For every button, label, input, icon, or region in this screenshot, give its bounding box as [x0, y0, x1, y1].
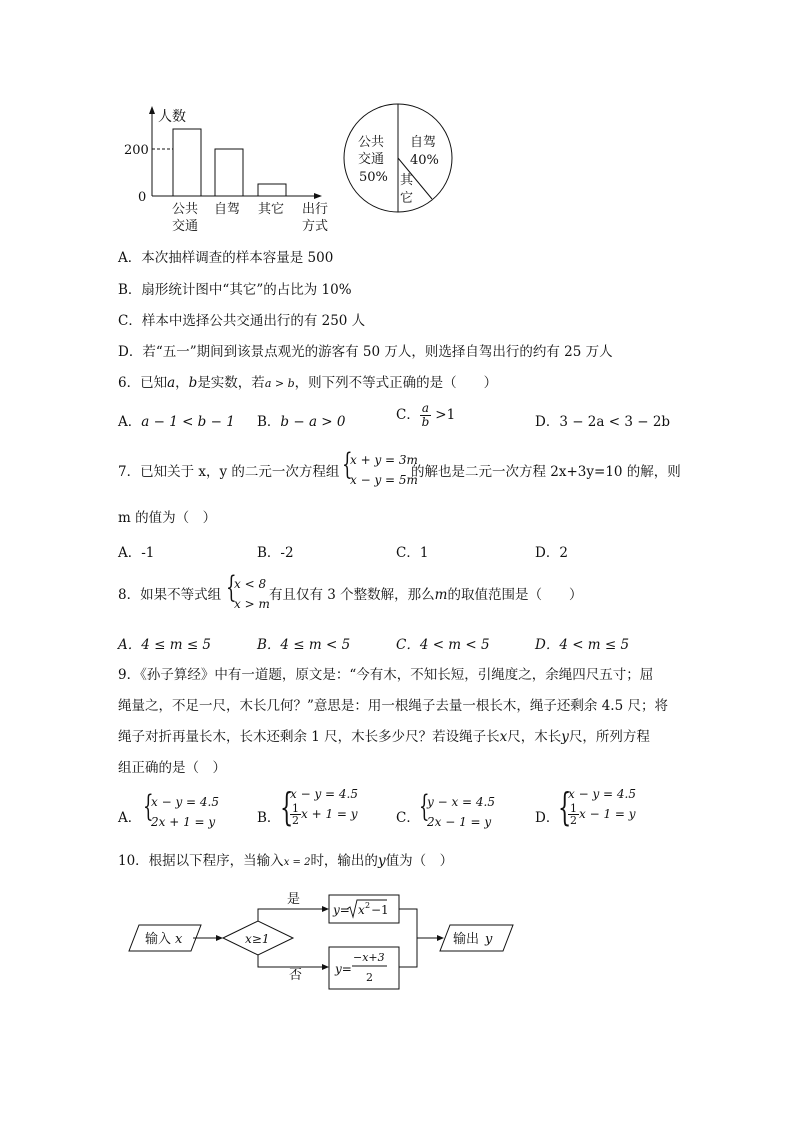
q9-var-x: x: [499, 729, 508, 745]
q9-option-b-fraction: [290, 803, 301, 826]
pie-self-pct: 40%: [410, 153, 439, 168]
arrow-yes-path: [258, 909, 323, 921]
q6-option-a-expr: a − 1 < b − 1: [141, 414, 235, 430]
q9-option-d-system: [568, 785, 636, 826]
q9-option-d-eq2-rest: x − 1 = y: [579, 807, 636, 821]
input-label: 输入: [145, 932, 172, 947]
q8-system: [234, 574, 270, 614]
arrowhead-no: [322, 964, 329, 970]
q6-option-b-label: B．: [257, 414, 281, 430]
q9-option-b-eq2-rest: x + 1 = y: [301, 807, 358, 821]
q6-comma: ，: [175, 375, 189, 391]
q8-option-d: D．4 < m ≤ 5: [535, 637, 630, 653]
q6-option-b-expr: b − a > 0: [280, 414, 346, 430]
q8-ineq1: x < 8: [234, 577, 267, 591]
q9-line-4: 组正确的是（ ）: [118, 760, 226, 776]
q9-option-a-eq2: 2x + 1 = y: [151, 815, 216, 829]
q10-stem-c: 值为（ ）: [385, 853, 454, 869]
q6-option-b: [257, 410, 346, 430]
q9-option-b-den: 2: [292, 814, 299, 827]
q9-option-b-brace: {: [280, 785, 294, 829]
arrowhead-yes: [322, 906, 329, 912]
q10-stem-b: 时，输出的: [310, 853, 378, 869]
q10-condition: x = 2: [283, 857, 311, 868]
q7-option-a: A．-1: [118, 545, 155, 561]
q8-option-a: A．4 ≤ m ≤ 5: [118, 637, 212, 653]
q6-option-c: [396, 402, 455, 429]
input-var: x: [175, 932, 183, 947]
q8-ineq2: x > m: [234, 597, 270, 611]
q7-option-c: C．1: [396, 545, 429, 561]
q10-var-y: y: [377, 853, 386, 869]
q7-eq1: x + y = 3m: [350, 453, 418, 467]
arrowhead-output: [437, 935, 444, 941]
yes-label: 是: [287, 892, 301, 907]
q7-brace: {: [342, 447, 353, 482]
q6-stem-c: ，则下列不等式正确的是（ ）: [294, 375, 498, 391]
q9-option-d-den: 2: [570, 814, 577, 827]
output-var: y: [485, 932, 493, 947]
q8-option-b: B．4 ≤ m < 5: [257, 637, 351, 653]
q9-line-3-a: 绳子对折再量长木，长木还剩余 1 尺，木长多少尺？若设绳子长: [118, 729, 500, 745]
q9-option-a-system: [151, 792, 219, 832]
process-no-numerator: −x+3: [353, 951, 385, 964]
output-label: 输出: [453, 932, 480, 947]
y-axis-label: 人数: [158, 109, 186, 125]
x-axis-label-2: 方式: [302, 219, 329, 234]
pie-other-2: 它: [400, 191, 414, 206]
q9-option-a-brace: {: [143, 789, 154, 824]
bar-other: [258, 184, 286, 196]
decision-text: x≥1: [245, 932, 270, 946]
flowchart: [125, 885, 525, 997]
q6-option-c-den: b: [421, 415, 430, 429]
q9-option-c-label: C．: [396, 810, 420, 826]
q9-line-3: [118, 729, 650, 745]
pie-self-label: 自驾: [410, 135, 437, 150]
q8-brace: {: [226, 570, 237, 605]
q7-stem-a: 7．已知关于 x，y 的二元一次方程组: [118, 464, 340, 480]
q8-option-c: C．4 < m < 5: [396, 637, 490, 653]
process-no-lhs: y=: [335, 962, 352, 976]
category-self: 自驾: [214, 202, 241, 217]
bar-public: [173, 129, 201, 196]
q7-stem-b: 的解也是二元一次方程 2x+3y=10 的解，则: [411, 464, 681, 480]
q8-var-m: m: [434, 587, 448, 603]
q7-eq2: x − y = 5m: [350, 473, 418, 487]
q8-stem-b-text: 有且仅有 3 个整数解，那么: [269, 587, 435, 603]
q6-option-d-expr: 3 − 2a < 3 − 2b: [559, 414, 671, 430]
q9-var-y: y: [561, 729, 569, 745]
q8-stem-a: 8．如果不等式组: [118, 587, 222, 603]
pie-public-2: 交通: [358, 152, 385, 167]
y-tick-200: 200: [124, 143, 149, 158]
q9-option-b-label: B．: [257, 810, 281, 826]
q9-option-d-eq1: x − y = 4.5: [568, 787, 636, 801]
q7-system: [350, 450, 418, 490]
q6-option-c-label: C．: [396, 407, 420, 423]
q9-option-d-brace: {: [558, 785, 572, 829]
q8-stem-b: [269, 587, 582, 603]
q5-option-a: A．本次抽样调查的样本容量是 500: [118, 250, 334, 266]
q9-option-d-eq2: [568, 803, 636, 826]
q6-option-a-label: A．: [118, 414, 142, 430]
q6-stem: [118, 375, 497, 391]
q10-stem: [118, 853, 453, 869]
q6-option-d-label: D．: [535, 414, 560, 430]
category-public-1: 公共: [172, 202, 199, 217]
q5-option-c: C．样本中选择公共交通出行的有 250 人: [118, 313, 366, 329]
q9-line-1: 9．《孙子算经》中有一道题，原文是：“今有木，不知长短，引绳度之，余绳四尺五寸；屈: [118, 667, 654, 683]
q9-option-c-system: [427, 792, 495, 832]
q5-option-d: D．若“五一”期间到该景点观光的游客有 50 万人，则选择自驾出行的约有 25 万人: [118, 344, 613, 360]
q6-option-c-num: a: [421, 401, 429, 415]
x-axis-arrow: [314, 193, 322, 199]
q6-var-a: a: [167, 375, 176, 391]
bar-chart: [120, 100, 350, 240]
q6-option-d: [535, 410, 670, 430]
pie-public-pct: 50%: [359, 170, 388, 185]
q6-stem-a: 6．已知: [118, 375, 168, 391]
q9-option-b-num: 1: [292, 802, 299, 815]
q7-option-b: B．-2: [257, 545, 294, 561]
category-public-2: 交通: [172, 219, 199, 234]
bar-self: [215, 149, 243, 196]
process-yes-radicand: x: [358, 903, 365, 917]
y-tick-0: 0: [138, 190, 147, 205]
q9-option-c-eq1: y − x = 4.5: [427, 795, 495, 809]
q9-option-b-eq2: [290, 803, 358, 826]
q9-line-3-c: 尺，所列方程: [568, 729, 650, 745]
process-yes-tail: −1: [371, 903, 389, 917]
pie-public-1: 公共: [358, 135, 385, 150]
q9-option-d-label: D．: [535, 810, 560, 826]
q6-stem-b: 是实数，若: [197, 375, 265, 391]
arrow-no-path: [258, 955, 323, 967]
q5-option-b: B．扇形统计图中“其它”的占比为 10%: [118, 282, 352, 298]
q6-var-b: b: [188, 375, 198, 391]
y-axis-arrow: [149, 106, 155, 114]
q9-option-b-eq1: x − y = 4.5: [290, 787, 358, 801]
q6-option-a: [118, 410, 235, 430]
q9-line-2: 绳量之，不足一尺，木长几何？”意思是：用一根绳子去量一根长木，绳子还剩余 4.5 尺；将: [118, 698, 668, 714]
q9-option-c-brace: {: [419, 789, 430, 824]
q9-line-3-b: 尺，木长: [507, 729, 562, 745]
pie-chart: [340, 100, 460, 220]
q6-option-c-fraction: [420, 402, 431, 429]
merge-path-yes: [399, 909, 417, 967]
x-axis-label-1: 出行: [302, 202, 329, 217]
q6-option-c-rest: >1: [431, 407, 456, 423]
q9-option-a-eq1: x − y = 4.5: [151, 795, 219, 809]
q7-stem-c: m 的值为（ ）: [118, 510, 217, 526]
q10-stem-a: 10．根据以下程序，当输入: [118, 853, 284, 869]
q9-option-c-eq2: 2x − 1 = y: [427, 815, 492, 829]
q8-stem-c: 的取值范围是（ ）: [447, 587, 583, 603]
q7-option-d: D．2: [535, 545, 568, 561]
q9-option-d-num: 1: [570, 802, 577, 815]
q6-condition: a > b: [264, 377, 295, 390]
pie-other-1: 其: [400, 173, 414, 188]
process-no-denominator: 2: [366, 971, 373, 984]
process-yes-exponent: 2: [365, 901, 371, 910]
process-yes-lhs: y=: [333, 903, 350, 917]
category-other: 其它: [258, 202, 285, 217]
q9-option-d-fraction: [568, 803, 579, 826]
q9-option-a-label: A．: [118, 810, 142, 826]
no-label: 否: [289, 968, 303, 983]
q9-option-b-system: [290, 785, 358, 826]
